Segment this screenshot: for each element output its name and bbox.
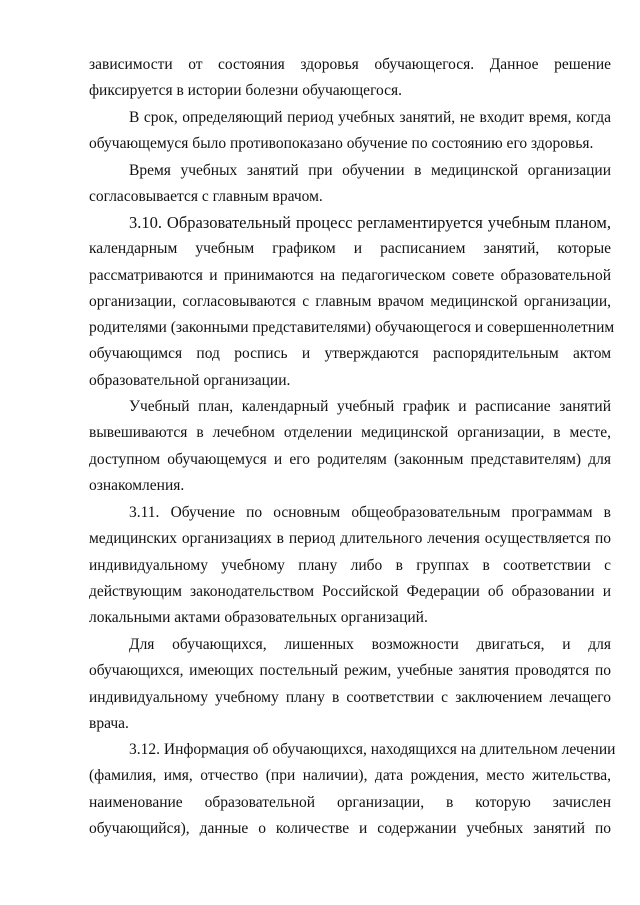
text-line: вывешиваются в лечебном отделении медицинской организации, в месте,: [89, 424, 611, 442]
text-line: 3.10. Образовательный процесс регламентируется учебным планом,: [129, 213, 611, 232]
text-line: зависимости от состояния здоровья обучающегося. Данное решение: [89, 56, 611, 73]
text-line: локальными актами образовательных организаций.: [89, 609, 428, 627]
text-line: индивидуальному учебному плану либо в группах в соответствии с: [89, 556, 611, 574]
text-line: согласовывается с главным врачом.: [89, 188, 323, 206]
paragraph-3-11: [89, 500, 611, 631]
text-line: наименование образовательной организации, в которую зачислен: [89, 793, 611, 811]
text-line: В срок, определяющий период учебных занятий, не входит время, когда: [129, 109, 611, 126]
text-line: 3.11. Обучение по основным общеобразовательным программам в: [129, 504, 611, 521]
text-line: Учебный план, календарный учебный график и расписание занятий: [129, 398, 611, 415]
text-line: родителями (законными представителями) обучающегося и совершеннолетним: [89, 319, 615, 337]
text-line: ознакомления.: [89, 476, 185, 494]
paragraph: [89, 394, 611, 499]
text-line: медицинских организациях в период длительного лечения осуществляется по: [89, 530, 611, 548]
text-line: действующим законодательством Российской Федерации об образовании и: [89, 582, 611, 600]
text-line: календарным учебным графиком и расписанием занятий, которые: [89, 240, 611, 258]
text-line: организации, согласовываются с главным врачом медицинской организации,: [89, 292, 611, 310]
text-line: рассматриваются и принимаются на педагогическом совете образовательной: [89, 266, 611, 284]
paragraph-3-12: [89, 737, 616, 842]
text-line: индивидуальному учебному плану в соответствии с заключением лечащего: [89, 688, 611, 706]
text-line: обучающийся), данные о количестве и содержании учебных занятий по: [89, 819, 611, 837]
text-line: обучающихся, имеющих постельный режим, учебные занятия проводятся по: [89, 662, 611, 680]
text-line: (фамилия, имя, отчество (при наличии), дата рождения, место жительства,: [89, 767, 611, 785]
text-line: врача.: [89, 714, 129, 732]
text-line: фиксируется в истории болезни обучающегося.: [89, 82, 403, 100]
text-line: Время учебных занятий при обучении в медицинской организации: [129, 162, 611, 179]
text-line: образовательной организации.: [89, 371, 291, 389]
paragraph: [89, 632, 611, 737]
paragraph: [89, 105, 611, 158]
text-line: обучающемуся было противопоказано обучение по состоянию его здоровья.: [89, 135, 594, 153]
paragraph: [89, 158, 611, 211]
text-line: 3.12. Информация об обучающихся, находящихся на длительном лечении: [129, 741, 616, 758]
paragraph-3-10: [89, 210, 615, 394]
text-line: Для обучающихся, лишенных возможности двигаться, и для: [129, 636, 611, 653]
text-line: обучающимся под роспись и утверждаются распорядительным актом: [89, 345, 611, 363]
text-line: доступном обучающемуся и его родителям (законным представителям) для: [89, 450, 611, 468]
paragraph-continuation: [89, 52, 611, 105]
